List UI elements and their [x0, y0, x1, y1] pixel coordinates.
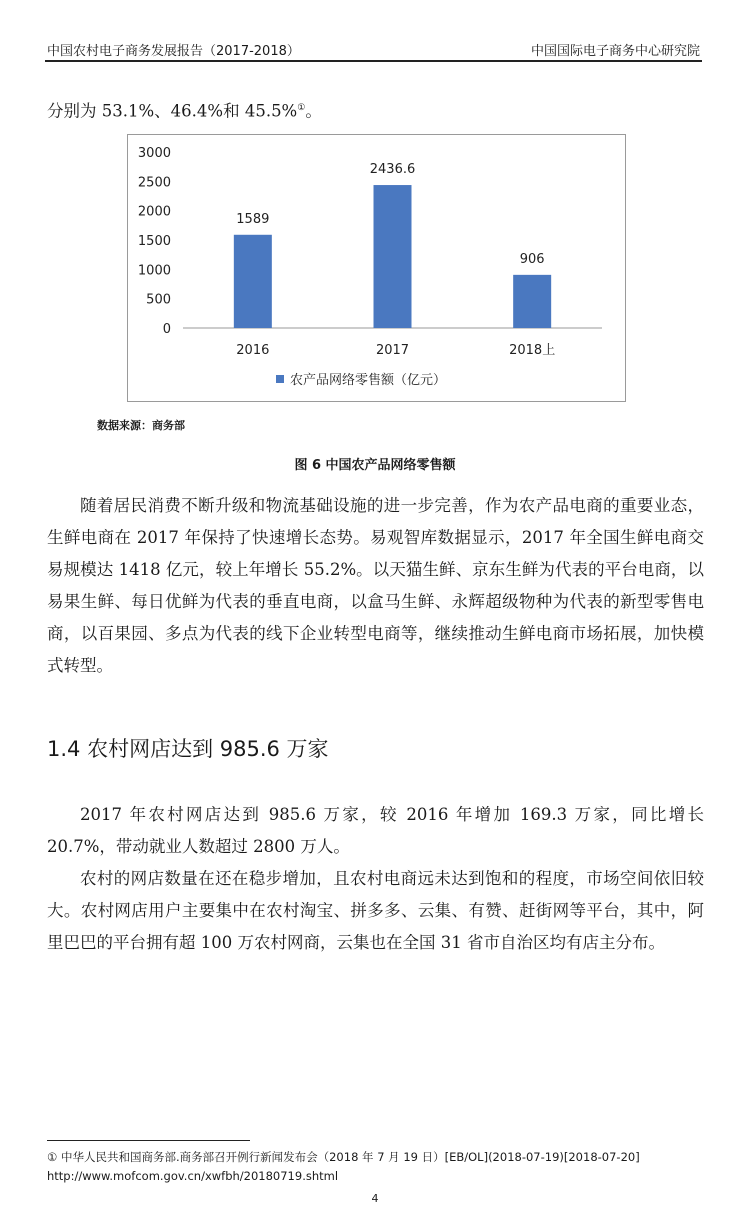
intro-text: 分别为 53.1%、46.4%和 45.5%	[47, 101, 298, 121]
figure-caption: 图 6 中国农产品网络零售额	[294, 458, 456, 473]
x-tick-label: 2018上	[509, 343, 556, 358]
y-tick-label: 1000	[137, 263, 171, 279]
data-label: 2436.6	[369, 162, 416, 178]
legend-label: 农产品网络零售额（亿元）	[290, 373, 447, 388]
figure-source: 数据来源：商务部	[97, 419, 185, 432]
data-label: 1589	[236, 211, 270, 227]
y-tick-label: 3000	[137, 146, 171, 161]
body-paragraph: 农村的网店数量在还在稳步增加，且农村电商远未达到饱和的程度，市场空间依旧较大。农村网店用户主要集中在农村淘宝、拼多多、云集、有赞、赶街网等平台，其中，阿里巴巴的平台拥有超 100 万农村网商，云集也在全国 31 省市自治区均有店主分布。	[47, 869, 704, 952]
bar	[234, 235, 272, 328]
data-label: 906	[519, 251, 545, 267]
y-tick-label: 0	[162, 322, 171, 337]
running-header-left: 中国农村电子商务发展报告（2017-2018）	[47, 44, 300, 59]
bar-chart	[0, 0, 750, 420]
page-number: 4	[371, 1192, 379, 1205]
footnote-rule	[47, 1140, 250, 1141]
y-tick-label: 500	[146, 292, 171, 308]
footnote: ① 中华人民共和国商务部.商务部召开例行新闻发布会（2018 年 7 月 19 日）[EB/OL](2018-07-19)[2018-07-20] http://www.mofcom.gov.cn/xwfbh/20180719.shtml	[47, 1150, 640, 1183]
y-tick-label: 2500	[137, 175, 171, 191]
bar	[374, 185, 412, 328]
bar	[513, 275, 551, 328]
body-paragraphs-bottom	[47, 799, 704, 959]
footnote-marker: ①	[297, 103, 306, 113]
x-tick-label: 2017	[375, 343, 410, 358]
legend-swatch	[276, 375, 284, 383]
body-paragraph: 2017 年农村网店达到 985.6 万家，较 2016 年增加 169.3 万家，同比增长 20.7%，带动就业人数超过 2800 万人。	[47, 805, 704, 856]
y-tick-label: 2000	[137, 204, 171, 220]
section-title: 1.4 农村网店达到 985.6 万家	[47, 737, 329, 761]
body-paragraph: 随着居民消费不断升级和物流基础设施的进一步完善，作为农产品电商的重要业态，生鲜电商在 2017 年保持了快速增长态势。易观智库数据显示，2017 年全国生鲜电商交易规模达 1418 亿元，较上年增长 55.2%。以天猫生鲜、京东生鲜为代表的平台电商，以易果生鲜、每日优鲜为代表的垂直电商，以盒马生鲜、永辉超级物种为代表的新型零售电商，以百果园、多点为代表的线下企业转型电商等，继续推动生鲜电商市场拓展，加快模式转型。	[47, 496, 704, 675]
intro-end: 。	[305, 101, 322, 121]
body-paragraphs-top	[47, 490, 704, 682]
y-tick-label: 1500	[137, 234, 171, 249]
x-tick-label: 2016	[236, 343, 270, 358]
running-header-right: 中国国际电子商务中心研究院	[530, 44, 700, 59]
